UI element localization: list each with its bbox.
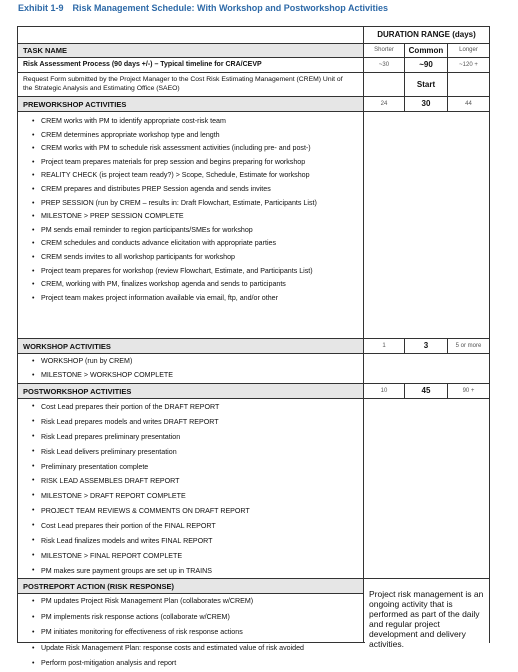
duration-range-row xyxy=(18,27,489,43)
list-item: • MILESTONE > DRAFT REPORT COMPLETE xyxy=(18,489,364,504)
list-item: • Cost Lead prepares their portion of the DRAFT REPORT xyxy=(18,400,364,415)
preworkshop-common: 30 xyxy=(405,97,448,111)
list-item: • Project team makes project information available via email, ftp, and/or other xyxy=(18,292,364,306)
postworkshop-common: 45 xyxy=(405,384,448,398)
risk-process-common: ~90 xyxy=(405,58,448,72)
workshop-longer: 5 or more xyxy=(455,343,482,349)
postworkshop-items-row xyxy=(18,398,489,578)
request-form-text: Request Form submitted by the Project Manager to the Cost Risk Estimating Management (CREM) Unit of the Strategic Analysis and Estimating Office (SAEO) xyxy=(23,76,343,92)
list-item: • CREM, working with PM, finalizes workshop agenda and sends to participants xyxy=(18,278,364,292)
list-item: • CREM prepares and distributes PREP Session agenda and sends invites xyxy=(18,183,364,197)
workshop-items-row xyxy=(18,353,489,383)
risk-process-shorter: ~30 xyxy=(364,58,405,72)
list-item: • RISK LEAD ASSEMBLES DRAFT REPORT xyxy=(18,474,364,489)
list-item: • WORKSHOP (run by CREM) xyxy=(18,355,364,369)
list-item: • Risk Lead finalizes models and writes FINAL REPORT xyxy=(18,534,364,549)
list-item: • PM updates Project Risk Management Plan (collaborates w/CREM) xyxy=(18,594,364,610)
postworkshop-list xyxy=(18,400,364,579)
request-form-start: Start xyxy=(405,73,448,96)
risk-process-row xyxy=(18,57,489,72)
list-item: • MILESTONE > PREP SESSION COMPLETE xyxy=(18,210,364,224)
shorter-header: Shorter xyxy=(364,44,405,57)
list-item: • PM initiates monitoring for effectiveness of risk response actions xyxy=(18,625,364,641)
list-item: • PREP SESSION (run by CREM – results in: Draft Flowchart, Estimate, Participants List) xyxy=(18,197,364,211)
preworkshop-shorter: 24 xyxy=(364,97,405,111)
schedule-table xyxy=(17,26,490,668)
risk-process-longer: ~120 + xyxy=(459,62,478,68)
postworkshop-longer: 90 + xyxy=(462,388,475,394)
list-item: • Preliminary presentation complete xyxy=(18,460,364,475)
workshop-label: WORKSHOP ACTIVITIES xyxy=(23,342,111,351)
postworkshop-label: POSTWORKSHOP ACTIVITIES xyxy=(23,387,132,396)
preworkshop-items-row xyxy=(18,111,489,338)
request-form-row xyxy=(18,72,489,96)
exhibit-title xyxy=(18,3,388,13)
workshop-common: 3 xyxy=(405,339,448,353)
postreport-note: Project risk management is an ongoing activity that is performed as part of the daily and regular project development and delivery activities. xyxy=(365,579,489,643)
preworkshop-header-row xyxy=(18,96,489,111)
list-item: • PM makes sure payment groups are set up in TRAINS xyxy=(18,564,364,579)
workshop-list xyxy=(18,355,364,382)
postreport-list xyxy=(18,594,364,672)
risk-process-label: Risk Assessment Process (90 days +/-) – Typical timeline for CRA/CEVP xyxy=(23,61,262,68)
preworkshop-longer: 44 xyxy=(465,101,472,107)
list-item: • Project team prepares for workshop (review Flowchart, Estimate, and Participants List) xyxy=(18,265,364,279)
duration-range-header: DURATION RANGE (days) xyxy=(377,30,476,39)
list-item: • CREM determines appropriate workshop type and length xyxy=(18,129,364,143)
exhibit-title-text: Risk Management Schedule: With Workshop and Postworkshop Activities xyxy=(72,3,388,13)
list-item: • Risk Lead delivers preliminary presentation xyxy=(18,445,364,460)
exhibit-number: Exhibit 1-9 xyxy=(18,3,64,13)
list-item: • PM implements risk response actions (collaborate w/CREM) xyxy=(18,610,364,626)
task-name-header: TASK NAME xyxy=(23,46,68,55)
workshop-header-row xyxy=(18,338,489,353)
list-item: • MILESTONE > WORKSHOP COMPLETE xyxy=(18,369,364,383)
task-name-header-row xyxy=(18,43,489,57)
list-item: • Perform post-mitigation analysis and report xyxy=(18,656,364,672)
list-item: • CREM works with PM to identify appropriate cost-risk team xyxy=(18,115,364,129)
list-item: • REALITY CHECK (is project team ready?) > Scope, Schedule, Estimate for workshop xyxy=(18,169,364,183)
common-header: Common xyxy=(405,44,448,57)
list-item: • Cost Lead prepares their portion of the FINAL REPORT xyxy=(18,519,364,534)
list-item: • MILESTONE > FINAL REPORT COMPLETE xyxy=(18,549,364,564)
postworkshop-shorter: 10 xyxy=(364,384,405,398)
list-item: • CREM works with PM to schedule risk assessment activities (including pre- and post-) xyxy=(18,142,364,156)
preworkshop-label: PREWORKSHOP ACTIVITIES xyxy=(23,100,127,109)
list-item: • PROJECT TEAM REVIEWS & COMMENTS ON DRAFT REPORT xyxy=(18,504,364,519)
list-item: • PM sends email reminder to region participants/SMEs for workshop xyxy=(18,224,364,238)
workshop-shorter: 1 xyxy=(364,339,405,353)
list-item: • CREM sends invites to all workshop participants for workshop xyxy=(18,251,364,265)
preworkshop-list xyxy=(18,115,364,305)
list-item: • CREM schedules and conducts advance elicitation with appropriate parties xyxy=(18,237,364,251)
list-item: • Update Risk Management Plan: response costs and estimated value of risk avoided xyxy=(18,641,364,657)
list-item: • Project team prepares materials for prep session and begins preparing for workshop xyxy=(18,156,364,170)
postreport-label: POSTREPORT ACTION (RISK RESPONSE) xyxy=(23,582,174,591)
longer-header: Longer xyxy=(459,47,478,53)
list-item: • Risk Lead prepares models and writes DRAFT REPORT xyxy=(18,415,364,430)
list-item: • Risk Lead prepares preliminary presentation xyxy=(18,430,364,445)
postworkshop-header-row xyxy=(18,383,489,398)
